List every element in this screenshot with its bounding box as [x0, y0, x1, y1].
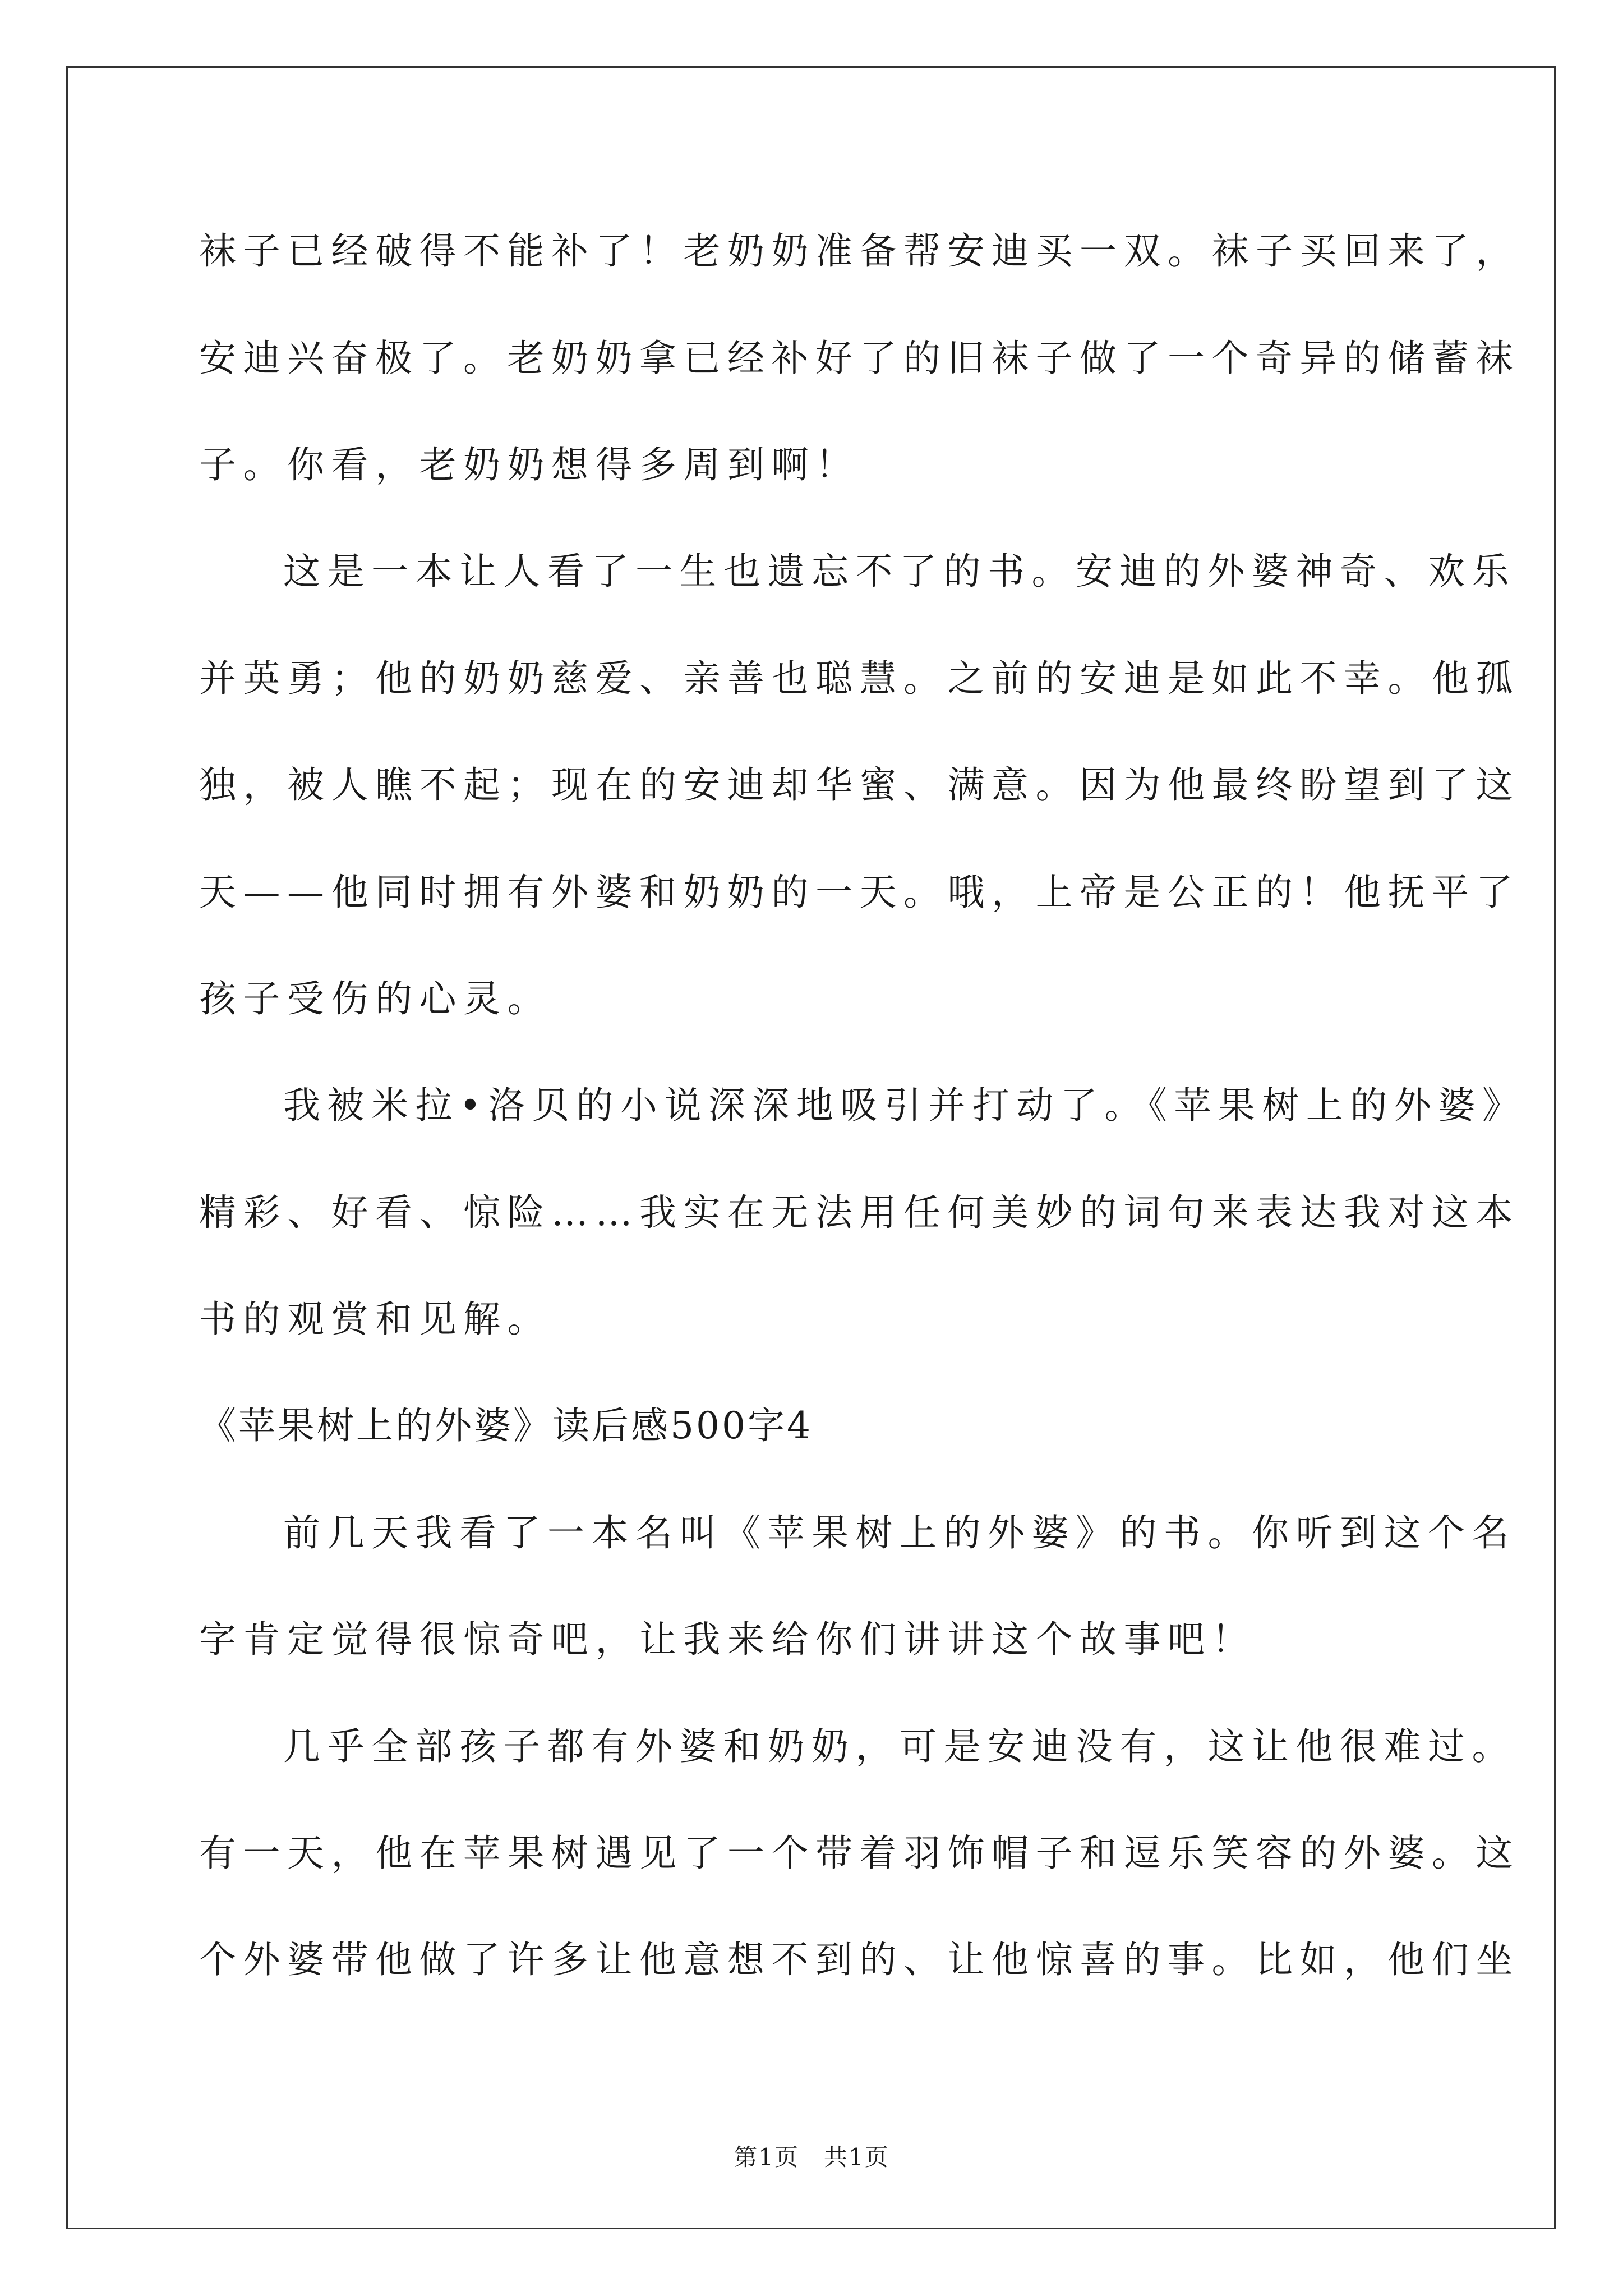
text-line: 字肯定觉得很惊奇吧，让我来给你们讲讲这个故事吧！ [199, 1618, 1256, 1661]
text-line: 袜子已经破得不能补了！老奶奶准备帮安迪买一双。袜子买回来了， [199, 229, 1520, 273]
text-line: 这是一本让人看了一生也遗忘不了的书。安迪的外婆神奇、欢乐 [283, 550, 1516, 593]
text-line: 前几天我看了一本名叫《苹果树上的外婆》的书。你听到这个名 [283, 1511, 1516, 1554]
page-footer: 第1页 共1页 [734, 2143, 889, 2171]
text-line: 独，被人瞧不起；现在的安迪却华蜜、满意。因为他最终盼望到了这 [199, 763, 1520, 807]
section-heading: 《苹果树上的外婆》读后感500字4 [199, 1404, 813, 1447]
text-line: 天——他同时拥有外婆和奶奶的一天。哦，上帝是公正的！他抚平了 [199, 871, 1520, 914]
text-line: 有一天，他在苹果树遇见了一个带着羽饰帽子和逗乐笑容的外婆。这 [199, 1832, 1520, 1875]
text-line: 孩子受伤的心灵。 [199, 977, 551, 1020]
text-line: 几乎全部孩子都有外婆和奶奶，可是安迪没有，这让他很难过。 [283, 1725, 1516, 1768]
text-line: 子。你看，老奶奶想得多周到啊！ [199, 443, 860, 486]
text-line: 个外婆带他做了许多让他意想不到的、让他惊喜的事。比如，他们坐 [199, 1938, 1520, 1981]
text-line: 书的观赏和见解。 [199, 1297, 551, 1341]
page-border [66, 66, 1556, 2229]
text-line: 安迪兴奋极了。老奶奶拿已经补好了的旧袜子做了一个奇异的储蓄袜 [199, 337, 1520, 380]
text-line: 精彩、好看、惊险……我实在无法用任何美妙的词句来表达我对这本 [199, 1191, 1520, 1234]
text-line: 我被米拉•洛贝的小说深深地吸引并打动了。《苹果树上的外婆》 [283, 1084, 1527, 1127]
text-line: 并英勇；他的奶奶慈爱、亲善也聪慧。之前的安迪是如此不幸。他孤 [199, 657, 1520, 700]
